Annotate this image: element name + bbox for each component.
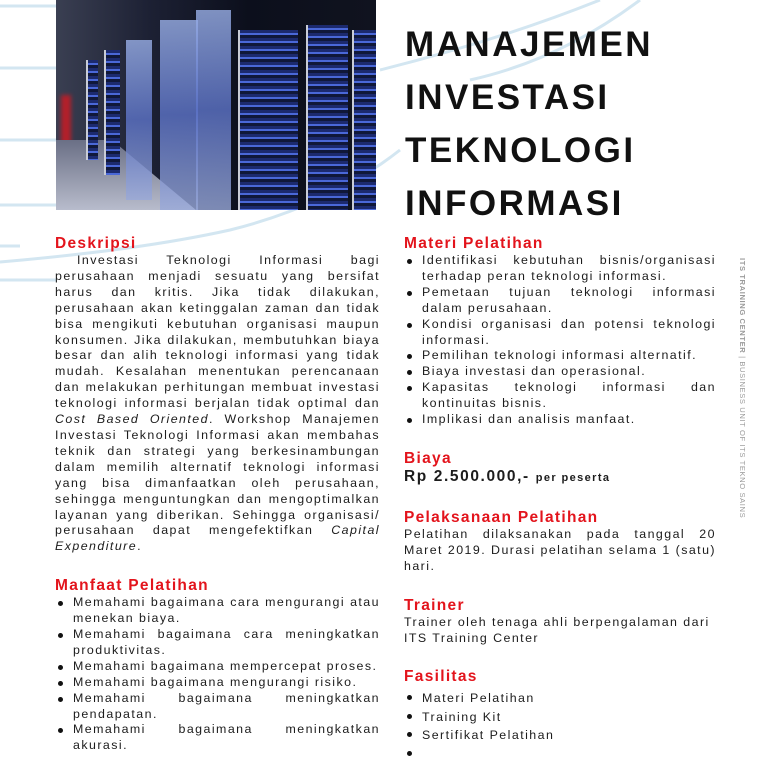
- title-line: MANAJEMEN: [405, 25, 654, 64]
- pelaksanaan-heading: Pelaksanaan Pelatihan: [404, 508, 599, 526]
- list-item: Sertifikat Pelatihan: [404, 726, 716, 745]
- list-item: Biaya investasi dan operasional.: [404, 364, 716, 380]
- list-item: Memahami bagaimana meningkatkan pendapatan.: [55, 691, 380, 723]
- list-item: Memahami bagaimana meningkatkan akurasi.: [55, 722, 380, 754]
- deskripsi-text: [55, 253, 380, 555]
- title-line: TEKNOLOGI: [405, 131, 636, 170]
- manfaat-heading: Manfaat Pelatihan: [55, 577, 209, 595]
- price: [404, 469, 716, 487]
- side-organization-label: [735, 258, 747, 519]
- page-title: [405, 18, 653, 230]
- deskripsi-heading: Deskripsi: [55, 235, 137, 252]
- server-room-photo: [56, 0, 376, 210]
- list-item: Pemilihan teknologi informasi alternatif.: [404, 348, 716, 364]
- list-item: Materi Pelatihan: [404, 689, 716, 708]
- list-item: Memahami bagaimana cara meningkatkan produktivitas.: [55, 627, 380, 659]
- right-column: [404, 235, 716, 745]
- italic-term: Cost Based Oriented: [55, 412, 209, 427]
- list-item: Training Kit: [404, 708, 716, 727]
- manfaat-list: [55, 595, 380, 754]
- fasilitas-heading: Fasilitas: [404, 668, 478, 686]
- text: .: [137, 539, 142, 554]
- pelaksanaan-text: Pelatihan dilaksanakan pada tanggal 20 Maret 2019. Durasi pelatihan selama 1 (satu) hari.: [404, 526, 716, 573]
- biaya-heading: Biaya: [404, 449, 452, 467]
- trainer-text: Trainer oleh tenaga ahli berpengalaman dari ITS Training Center: [404, 614, 710, 645]
- list-item: Memahami bagaimana mengurangi risiko.: [55, 675, 380, 691]
- list-item: Kapasitas teknologi informasi dan kontinuitas bisnis.: [404, 380, 716, 412]
- side-label-bold: ITS TRAINING CENTER: [738, 258, 747, 354]
- side-label-rest: | BUSINESS UNIT OF ITS TEKNO SAINS: [738, 353, 747, 519]
- list-item: Memahami bagaimana mempercepat proses.: [55, 659, 380, 675]
- list-item: Implikasi dan analisis manfaat.: [404, 412, 716, 428]
- list-item: Memahami bagaimana cara mengurangi atau menekan biaya.: [55, 595, 380, 627]
- title-line: INFORMASI: [405, 184, 624, 223]
- list-item: Identifikasi kebutuhan bisnis/organisasi terhadap peran teknologi informasi.: [404, 253, 716, 285]
- fasilitas-list: [404, 689, 716, 745]
- materi-heading: Materi Pelatihan: [404, 235, 544, 252]
- materi-list: [404, 253, 716, 428]
- list-item: Kondisi organisasi dan potensi teknologi informasi.: [404, 317, 716, 349]
- list-item: Pemetaan tujuan teknologi informasi dalam perusahaan.: [404, 285, 716, 317]
- left-column: [55, 235, 380, 754]
- text: . Workshop Manajemen Investasi Teknologi Informasi akan membahas teknik dan strategi yang berkesinambungan dalam memilih alternatif teknologi informasi yang bisa dimanfaatkan oleh perusahaan, sehingga menguntungkan dan mengoptimalkan layanan yang diberikan. Sehingga organisasi/ perusahaan dapat mengefektifkan: [55, 412, 380, 538]
- trainer-heading: Trainer: [404, 596, 465, 614]
- text: Investasi Teknologi Informasi bagi perusahaan menjadi sesuatu yang bersifat harus dan kritis. Jika tidak dilakukan, perusahaan akan ketinggalan zaman dan tidak bisa mengikuti kebutuhan organisasi maupun konsumen. Jika dilakukan, membutuhkan biaya besar dan alih teknologi informasi yang tidak mudah. Kesalahan menentukan perencanaan dan melakukan perhitungan membuat investasi teknologi informasi berjalan tidak optimal dan: [55, 253, 380, 411]
- price-unit: per peserta: [535, 471, 611, 484]
- italic-term: Capital Expenditure: [55, 523, 380, 554]
- title-line: INVESTASI: [405, 78, 610, 117]
- price-amount: Rp 2.500.000,-: [404, 467, 530, 485]
